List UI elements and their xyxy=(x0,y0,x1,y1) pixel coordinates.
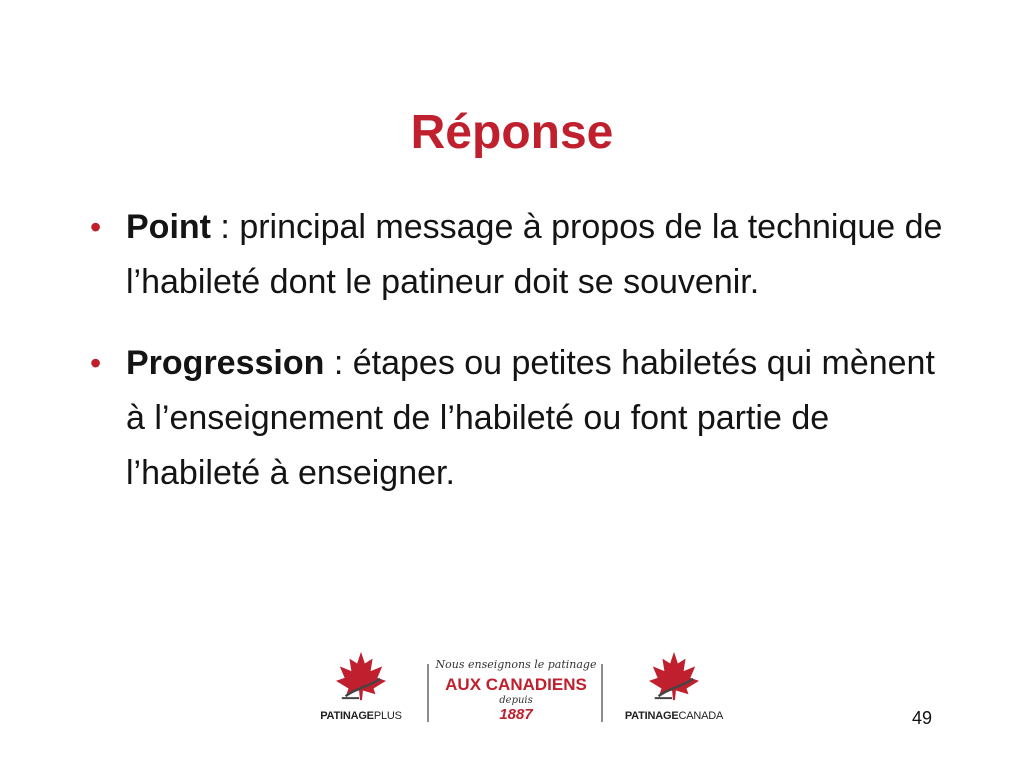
page-number: 49 xyxy=(912,708,933,728)
bullet-term: Point xyxy=(126,208,211,246)
bullet-icon: • xyxy=(90,209,102,245)
footer-logos xyxy=(305,650,745,736)
bullet-icon: • xyxy=(90,345,102,381)
bullet-text: : principal message à propos de la technique de l’habileté dont le patineur doit se souvenir. xyxy=(126,208,943,301)
bullet-item-point xyxy=(90,200,950,310)
maple-leaf-skater-icon xyxy=(645,650,703,702)
patinagecanada-logo xyxy=(613,650,735,722)
patinageplus-logo xyxy=(305,650,417,722)
slogan xyxy=(431,658,601,723)
slogan-line-4: 1887 xyxy=(499,706,533,723)
slogan-line-1: Nous enseignons le patinage xyxy=(435,658,597,671)
bullet-list xyxy=(90,200,950,527)
footer-divider xyxy=(601,664,603,722)
bullet-text: : étapes ou petites habiletés qui mènent à l’enseignement de l’habileté ou font partie de l’habileté à enseigner. xyxy=(126,344,935,492)
bullet-item-progression xyxy=(90,336,950,501)
slogan-line-3: depuis xyxy=(499,695,533,706)
patinagecanada-wordmark: PATINAGECANADA xyxy=(624,710,724,722)
patinageplus-wordmark: PATINAGEPLUS xyxy=(320,710,402,722)
bullet-term: Progression xyxy=(126,344,325,382)
maple-leaf-skater-icon xyxy=(332,650,390,702)
slogan-line-2: AUX CANADIENS xyxy=(445,675,587,694)
slide-title: Réponse xyxy=(410,106,614,159)
footer-divider xyxy=(427,664,429,722)
